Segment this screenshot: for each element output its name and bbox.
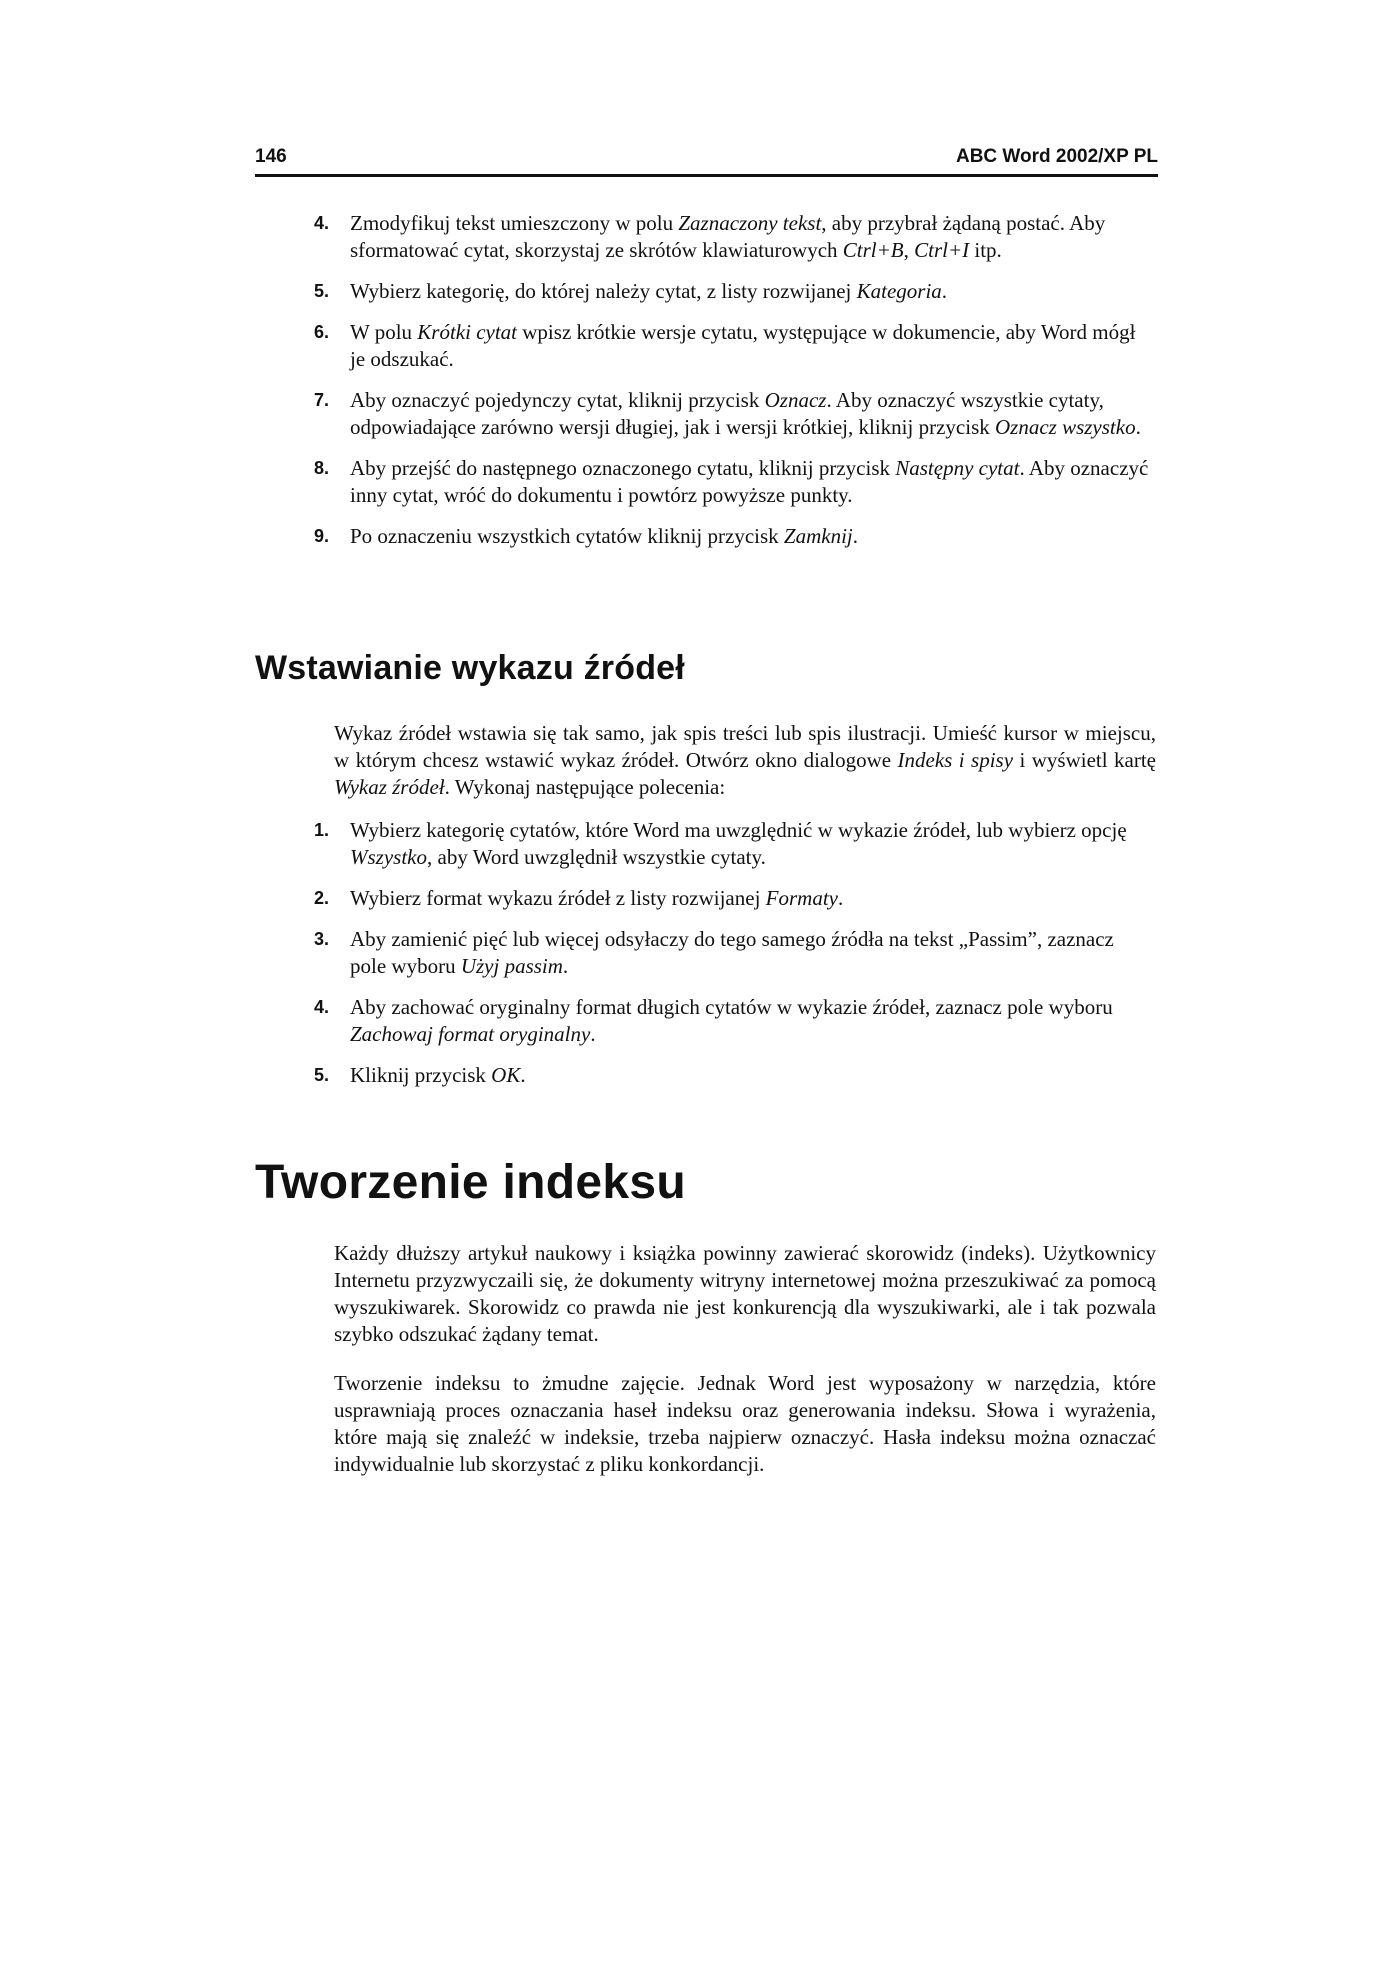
list-item-text: Kliknij przycisk OK.	[350, 1063, 526, 1087]
list-item	[314, 926, 1150, 980]
list-item	[314, 817, 1150, 871]
page-number: 146	[255, 146, 287, 167]
list-item-number: 3.	[314, 929, 330, 949]
list-item-text: Aby zamienić pięć lub więcej odsyłaczy do tego samego źródła na tekst „Passim”, zaznacz pole wyboru Użyj passim.	[350, 927, 1114, 978]
chapter-heading: Tworzenie indeksu	[255, 1156, 686, 1209]
list-item-number: 1.	[314, 820, 330, 840]
list-item	[314, 1062, 1150, 1089]
list-item-number: 6.	[314, 322, 330, 342]
list-item-number: 2.	[314, 888, 330, 908]
list-item	[314, 994, 1150, 1048]
list-item	[314, 278, 1150, 305]
list-item-number: 9.	[314, 526, 330, 546]
list-item	[314, 523, 1150, 550]
list-item-number: 5.	[314, 281, 330, 301]
list-item	[314, 885, 1150, 912]
running-header	[255, 144, 1158, 177]
body-paragraph: Każdy dłuższy artykuł naukowy i książka powinny zawierać skorowidz (indeks). Użytkownicy Internetu przyzwyczaili się, że dokumenty witryny internetowej można przeszukiwać za pomocą wyszukiwarek. Skorowidz co prawda nie jest konkurencją dla wyszukiwarki, ale i tak pozwala szybko odszukać żądany temat.	[334, 1241, 1156, 1346]
list-item-text: Aby oznaczyć pojedynczy cytat, kliknij przycisk Oznacz. Aby oznaczyć wszystkie cytaty, odpowiadające zarówno wersji długiej, jak i wersji krótkiej, kliknij przycisk Oznacz wszystko.	[350, 388, 1141, 439]
list-item-number: 4.	[314, 997, 330, 1017]
list-item-text: Wybierz format wykazu źródeł z listy rozwijanej Formaty.	[350, 886, 844, 910]
section-heading: Wstawianie wykazu źródeł	[255, 649, 685, 687]
list-item-text: Aby przejść do następnego oznaczonego cytatu, kliknij przycisk Następny cytat. Aby oznaczyć inny cytat, wróć do dokumentu i powtórz powyższe punkty.	[350, 456, 1149, 507]
list-item	[314, 319, 1150, 373]
list-item	[314, 210, 1150, 264]
list-item-number: 5.	[314, 1065, 330, 1085]
body-paragraph: Tworzenie indeksu to żmudne zajęcie. Jednak Word jest wyposażony w narzędzia, które usprawniają proces oznaczania haseł indeksu oraz generowania indeksu. Słowa i wyrażenia, które mają się znaleźć w indeksie, trzeba najpierw oznaczyć. Hasła indeksu można oznaczać indywidualnie lub skorzystać z pliku konkordancji.	[334, 1371, 1156, 1476]
instruction-list-top	[314, 210, 1150, 564]
book-title: ABC Word 2002/XP PL	[955, 146, 1158, 167]
list-item-number: 4.	[314, 213, 330, 233]
list-item-text: Zmodyfikuj tekst umieszczony w polu Zaznaczony tekst, aby przybrał żądaną postać. Aby sformatować cytat, skorzystaj ze skrótów klawiaturowych Ctrl+B, Ctrl+I itp.	[350, 211, 1106, 262]
list-item-text: Wybierz kategorię, do której należy cytat, z listy rozwijanej Kategoria.	[350, 279, 948, 303]
list-item	[314, 455, 1150, 509]
list-item-number: 7.	[314, 390, 330, 410]
list-item	[314, 387, 1150, 441]
list-item-text: Aby zachować oryginalny format długich cytatów w wykazie źródeł, zaznacz pole wyboru Zachowaj format oryginalny.	[350, 995, 1113, 1046]
section-intro-paragraph: Wykaz źródeł wstawia się tak samo, jak spis treści lub spis ilustracji. Umieść kursor w miejscu, w którym chcesz wstawić wykaz źródeł. Otwórz okno dialogowe Indeks i spisy i wyświetl kartę Wykaz źródeł. Wykonaj następujące polecenia:	[334, 721, 1156, 799]
list-item-text: Po oznaczeniu wszystkich cytatów kliknij przycisk Zamknij.	[350, 524, 858, 548]
list-item-text: Wybierz kategorię cytatów, które Word ma uwzględnić w wykazie źródeł, lub wybierz opcję Wszystko, aby Word uwzględnił wszystkie cytaty.	[350, 818, 1127, 869]
instruction-list-sources	[314, 817, 1150, 1103]
list-item-number: 8.	[314, 458, 330, 478]
list-item-text: W polu Krótki cytat wpisz krótkie wersje cytatu, występujące w dokumencie, aby Word mógł je odszukać.	[350, 320, 1136, 371]
